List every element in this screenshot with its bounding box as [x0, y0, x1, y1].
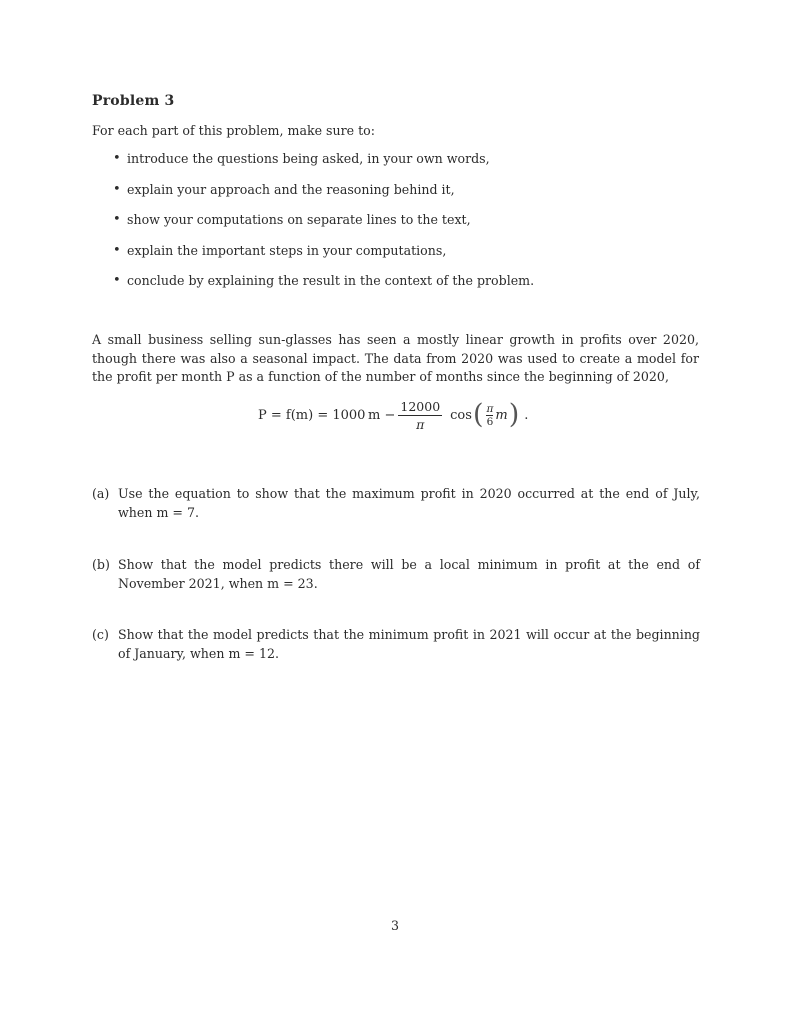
instruction-item: • explain your approach and the reasoning behind it, — [113, 181, 713, 212]
part-text: Show that the model predicts there will be a local minimum in profit at the end of November 2021, when m = 23. — [118, 557, 700, 591]
equation-fraction — [398, 399, 442, 432]
problem-part-c — [92, 626, 700, 663]
problem-description: A small business selling sun-glasses has seen a mostly linear growth in profits over 2020, though there was also a seasonal impact. The data from 2020 was used to create a model for the profit per month P as a function of the number of months since the beginning of 2020, — [92, 332, 699, 384]
page-number: 3 — [391, 918, 400, 933]
cos-function: cos — [450, 407, 472, 423]
part-label: (a) — [92, 486, 110, 501]
fraction-denominator: π — [416, 416, 425, 432]
argument-variable: m — [495, 407, 508, 423]
instruction-list — [113, 150, 713, 303]
argument-numerator: π — [486, 402, 494, 415]
instruction-item: • introduce the questions being asked, in your own words, — [113, 150, 713, 181]
part-label: (c) — [92, 627, 109, 642]
profit-equation: P = f(m) = 1000 m − $\frac{12000}{\pi}$ cos ( $\frac{\pi}{6}$ m ) . — [258, 398, 529, 432]
instruction-item: • show your computations on separate lines to the text, — [113, 211, 713, 242]
argument-denominator: 6 — [486, 415, 494, 428]
argument-fraction — [486, 403, 493, 428]
equation-lhs: P = f(m) = 1000 m − — [258, 407, 396, 423]
problem-part-a — [92, 485, 700, 522]
part-label: (b) — [92, 557, 110, 572]
instruction-item: • conclude by explaining the result in the context of the problem. — [113, 272, 713, 303]
fraction-numerator: 12000 — [400, 398, 441, 414]
problem-intro: For each part of this problem, make sure to: — [92, 123, 375, 138]
equation-period: . — [524, 407, 529, 423]
part-text: Use the equation to show that the maximum profit in 2020 occurred at the end of July, when m = 7. — [118, 486, 700, 520]
problem-title: Problem 3 — [92, 93, 175, 109]
part-text: Show that the model predicts that the minimum profit in 2021 will occur at the beginning of January, when m = 12. — [118, 627, 700, 661]
problem-part-b — [92, 556, 700, 593]
instruction-item: • explain the important steps in your computations, — [113, 242, 713, 273]
